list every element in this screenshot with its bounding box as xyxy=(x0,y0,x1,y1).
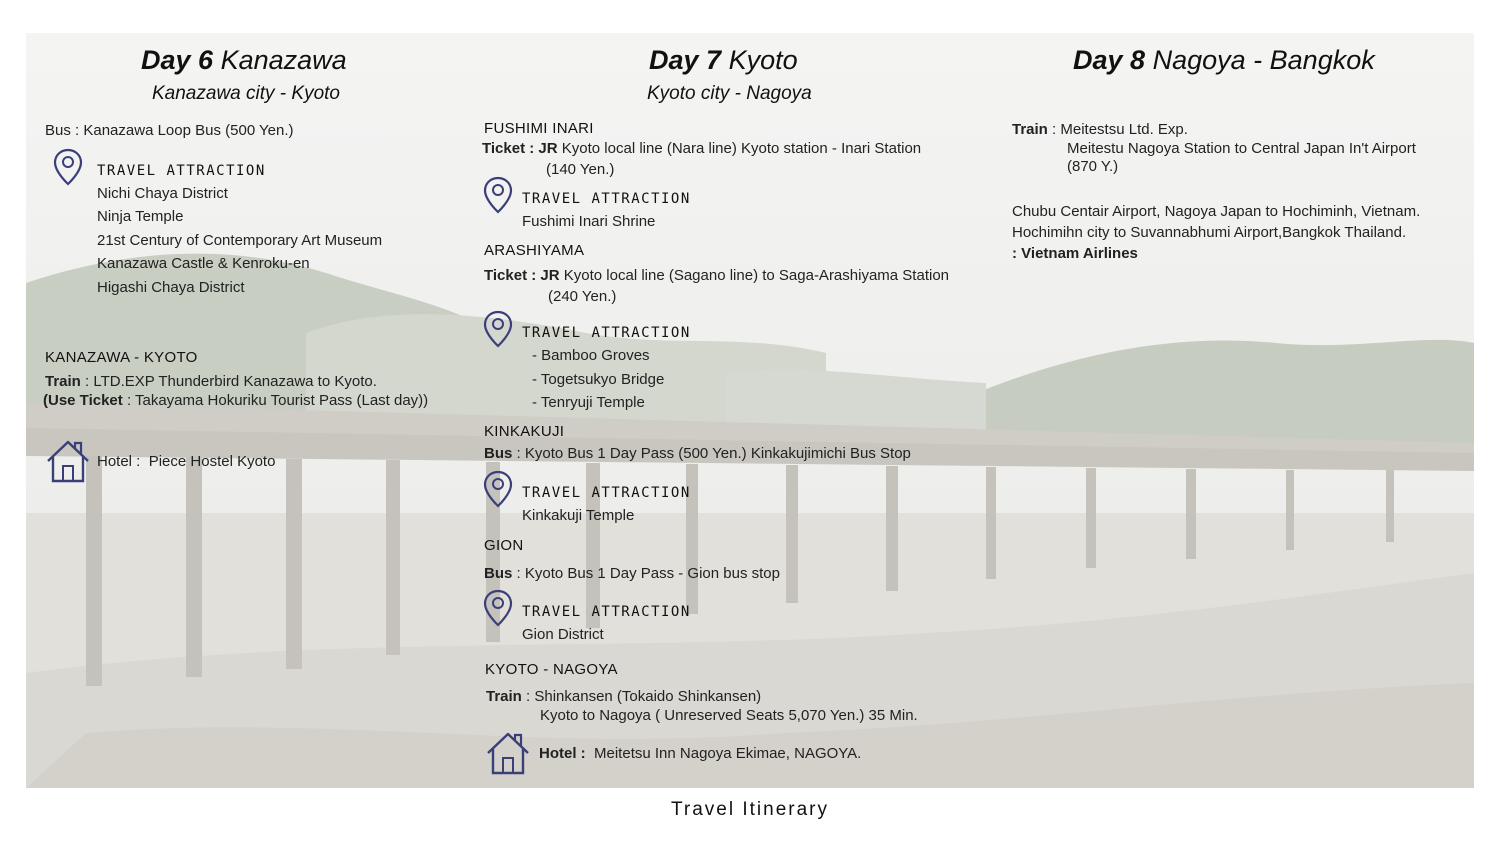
fushimi-price: (140 Yen.) xyxy=(546,161,615,178)
day6-attraction-3: 21st Century of Contemporary Art Museum xyxy=(97,232,383,249)
day6-day-label: Day xyxy=(141,45,191,75)
day6-attraction-5: Higashi Chaya District xyxy=(97,279,245,296)
hotel-label: Hotel : xyxy=(539,745,586,762)
fushimi-ticket-line xyxy=(482,140,921,157)
bus-text: : Kyoto Bus 1 Day Pass (500 Yen.) Kinkakujimichi Bus Stop xyxy=(516,445,911,462)
arashiyama-attraction-label: TRAVEL ATTRACTION xyxy=(522,325,691,341)
gion-attraction: Gion District xyxy=(522,626,604,643)
train-label: Train xyxy=(45,373,81,390)
day8-flight-line-1: Chubu Centair Airport, Nagoya Japan to Hochiminh, Vietnam. xyxy=(1012,203,1421,220)
day7-city: Kyoto xyxy=(728,45,798,75)
gion-heading: GION xyxy=(484,537,524,554)
day8-title xyxy=(1073,45,1375,76)
hotel-name: Piece Hostel Kyoto xyxy=(148,453,276,470)
ticket-text: : Takayama Hokuriku Tourist Pass (Last day)) xyxy=(126,392,429,409)
day6-attraction-label: TRAVEL ATTRACTION xyxy=(97,163,266,179)
day7-train-detail: Kyoto to Nagoya ( Unreserved Seats 5,070 Yen.) 35 Min. xyxy=(540,707,918,724)
kinkakuji-bus-line xyxy=(484,445,911,462)
day6-day-number: 6 xyxy=(198,45,214,75)
gion-attraction-label: TRAVEL ATTRACTION xyxy=(522,604,691,620)
fushimi-attraction-label: TRAVEL ATTRACTION xyxy=(522,191,691,207)
bus-label: Bus xyxy=(484,445,513,462)
day7-transfer-heading: KYOTO - NAGOYA xyxy=(485,661,618,678)
day8-day-label: Day xyxy=(1073,45,1123,75)
day8-city: Nagoya - Bangkok xyxy=(1152,45,1375,75)
ticket-jr: : JR xyxy=(531,267,560,284)
arashiyama-attraction-2: - Togetsukyo Bridge xyxy=(532,371,665,388)
bus-label: Bus xyxy=(45,122,71,139)
footer-title: Travel Itinerary xyxy=(671,799,829,820)
arashiyama-price: (240 Yen.) xyxy=(548,288,617,305)
train-text: : Shinkansen (Tokaido Shinkansen) xyxy=(526,688,762,705)
train-text: : Meitestsu Ltd. Exp. xyxy=(1052,121,1188,138)
ticket-label: (Use Ticket xyxy=(43,392,123,409)
day6-subtitle: Kanazawa city - Kyoto xyxy=(152,83,340,104)
map-pin-icon xyxy=(483,310,513,348)
house-icon xyxy=(485,731,531,775)
day8-day-number: 8 xyxy=(1130,45,1146,75)
day6-attraction-4: Kanazawa Castle & Kenroku-en xyxy=(97,255,310,272)
gion-bus-line xyxy=(484,565,780,582)
hotel-label: Hotel : xyxy=(97,453,141,470)
day8-train-line xyxy=(1012,121,1188,138)
day8-train-detail: Meitestu Nagoya Station to Central Japan In't Airport xyxy=(1067,140,1416,157)
map-pin-icon xyxy=(483,176,513,214)
bus-text: : Kanazawa Loop Bus (500 Yen.) xyxy=(75,122,294,139)
hotel-name: Meitetsu Inn Nagoya Ekimae, NAGOYA. xyxy=(594,745,862,762)
kinkakuji-attraction-label: TRAVEL ATTRACTION xyxy=(522,485,691,501)
bus-text: : Kyoto Bus 1 Day Pass - Gion bus stop xyxy=(516,565,780,582)
train-label: Train xyxy=(486,688,522,705)
train-text: : LTD.EXP Thunderbird Kanazawa to Kyoto. xyxy=(85,373,377,390)
day7-hotel-line xyxy=(539,745,861,762)
kinkakuji-attraction: Kinkakuji Temple xyxy=(522,507,635,524)
ticket-text: Kyoto local line (Sagano line) to Saga-Arashiyama Station xyxy=(563,267,949,284)
house-icon xyxy=(45,439,91,483)
day6-attraction-2: Ninja Temple xyxy=(97,208,184,225)
day6-ticket-line xyxy=(43,392,428,409)
day7-subtitle: Kyoto city - Nagoya xyxy=(647,83,812,104)
arashiyama-attraction-1: - Bamboo Groves xyxy=(532,347,650,364)
day6-hotel-line xyxy=(97,453,275,470)
fushimi-attraction: Fushimi Inari Shrine xyxy=(522,213,656,230)
arashiyama-heading: ARASHIYAMA xyxy=(484,242,585,259)
arashiyama-ticket-line xyxy=(484,267,949,284)
map-pin-icon xyxy=(53,148,83,186)
day8-airline: : Vietnam Airlines xyxy=(1012,245,1138,262)
day6-title xyxy=(141,45,347,76)
fushimi-heading: FUSHIMI INARI xyxy=(484,120,594,137)
day6-transfer-heading: KANAZAWA - KYOTO xyxy=(45,349,198,366)
day8-flight-line-2: Hochimihn city to Suvannabhumi Airport,Bangkok Thailand. xyxy=(1012,224,1407,241)
bus-label: Bus xyxy=(484,565,513,582)
kinkakuji-heading: KINKAKUJI xyxy=(484,423,565,440)
ticket-jr: : JR xyxy=(529,140,558,157)
day7-train-line xyxy=(486,688,761,705)
day6-train-line xyxy=(45,373,377,390)
arashiyama-attraction-3: - Tenryuji Temple xyxy=(532,394,645,411)
day6-city: Kanazawa xyxy=(220,45,347,75)
ticket-text: Kyoto local line (Nara line) Kyoto station - Inari Station xyxy=(561,140,922,157)
day6-bus-line xyxy=(45,122,294,139)
map-pin-icon xyxy=(483,470,513,508)
day8-train-price: (870 Y.) xyxy=(1067,158,1119,175)
day6-attraction-1: Nichi Chaya District xyxy=(97,185,228,202)
train-label: Train xyxy=(1012,121,1048,138)
day7-day-label: Day xyxy=(649,45,699,75)
day7-day-number: 7 xyxy=(706,45,722,75)
itinerary-panel xyxy=(26,33,1474,788)
day7-title xyxy=(649,45,798,76)
map-pin-icon xyxy=(483,589,513,627)
ticket-label: Ticket xyxy=(482,140,526,157)
ticket-label: Ticket xyxy=(484,267,528,284)
